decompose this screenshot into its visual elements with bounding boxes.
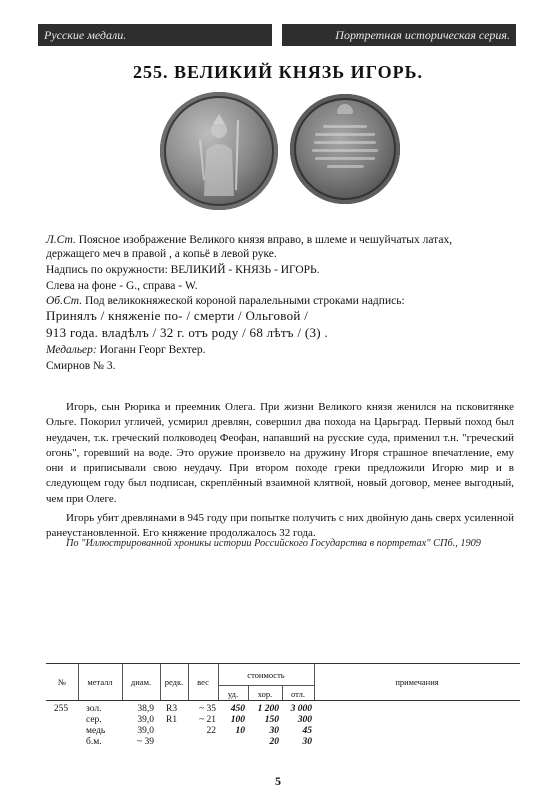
col-notes: примечания	[395, 677, 439, 687]
obverse-label: Л.Ст.	[46, 234, 76, 246]
medal-reverse-image	[290, 94, 400, 204]
catalog-reference: Смирнов № 3.	[46, 360, 116, 372]
reverse-inscription-line-1: Принялъ / княженiе по- / смерти / Ольговой /	[46, 308, 309, 323]
col-metal: металл	[87, 677, 113, 687]
source-citation: По "Иллюстрированной хроникы истории Российского Государства в портретах" СПб., 1909	[66, 538, 481, 549]
page-header	[38, 24, 516, 46]
crown-icon	[337, 104, 353, 114]
col-diam: диам.	[130, 677, 152, 687]
col-weight: вес	[197, 677, 209, 687]
col-num: №	[57, 677, 67, 687]
price-table	[46, 663, 520, 748]
biography-paragraph-2: Игорь убит древлянами в 945 году при попытке получить с них двойную дань сверх усиленной ранеустановленной. Его княжение продолжалось 32 года.	[46, 512, 514, 540]
reverse-inscription	[308, 120, 382, 173]
medalist-label: Медальер:	[46, 344, 97, 356]
page-title: 255. ВЕЛИКИЙ КНЯЗЬ ИГОРЬ.	[132, 62, 424, 82]
obverse-description	[46, 233, 526, 247]
reverse-label: Об.Ст.	[46, 295, 83, 307]
page-number: 5	[275, 774, 281, 788]
biography-paragraph-1: Игорь, сын Рюрика и преемник Олега. При жизни Великого князя женился на псковитянке Ольге. Покорил угличей, усмирил древлян, совершил два похода на Царьград. Первый поход был неудачен, т.к. греческий полководец Феофан, напавший на русские суда, применил т.н. "греческий огонь", горевший на воде. Это оружие произвело на дружину Игоря страшное впечатление, ему они и приписывали свою неудачу. При втором походе греки предложили Игорю мир и в следующем году был подписан, скреплённый взаимной клятвой, новый договор, менее выгодный, чем при Олеге.	[46, 401, 514, 505]
col-ud: уд.	[227, 689, 239, 699]
col-hor: хор.	[257, 689, 273, 699]
reverse-description	[46, 294, 526, 308]
biography-text	[46, 400, 514, 542]
field-letters-line: Слева на фоне - G., справа - W.	[46, 280, 198, 292]
table-row: сер. 39,0 R1 ~ 21 100 150 300	[86, 715, 312, 725]
col-rarity: редк.	[164, 677, 184, 687]
table-row: 255 зол. 38,9 R3 ~ 35 450 1 200 3 000	[53, 704, 312, 714]
col-cost: стоимость	[247, 670, 285, 680]
table-row: б.м. ~ 39 20 30	[86, 737, 312, 747]
header-left: Русские медали.	[38, 24, 272, 46]
prince-figure-icon	[192, 110, 246, 196]
medal-obverse-image	[160, 92, 278, 210]
obverse-text: Поясное изображение Великого князя вправо, в шлеме и чешуйчатых латах,	[78, 234, 453, 246]
reverse-inscription-line-2: 913 года. владѣлъ / 32 г. отъ роду / 68 лѣтъ / (3) .	[46, 325, 329, 340]
inscription-line: Надпись по окружности: ВЕЛИКИЙ - КНЯЗЬ - ИГОРЬ.	[46, 264, 320, 276]
col-otl: отл.	[290, 689, 305, 699]
medalist-line	[46, 343, 526, 357]
header-right: Портретная историческая серия.	[282, 24, 516, 46]
table-row: медь 39,0 22 10 30 45	[86, 726, 312, 736]
obverse-description-cont: держащего меч в правой , а копьё в левой руке.	[46, 248, 277, 260]
reverse-text: Под великокняжеской короной паралельными строками надпись:	[85, 295, 405, 307]
table-header	[46, 663, 520, 701]
medalist-name: Иоганн Георг Вехтер.	[99, 344, 206, 356]
